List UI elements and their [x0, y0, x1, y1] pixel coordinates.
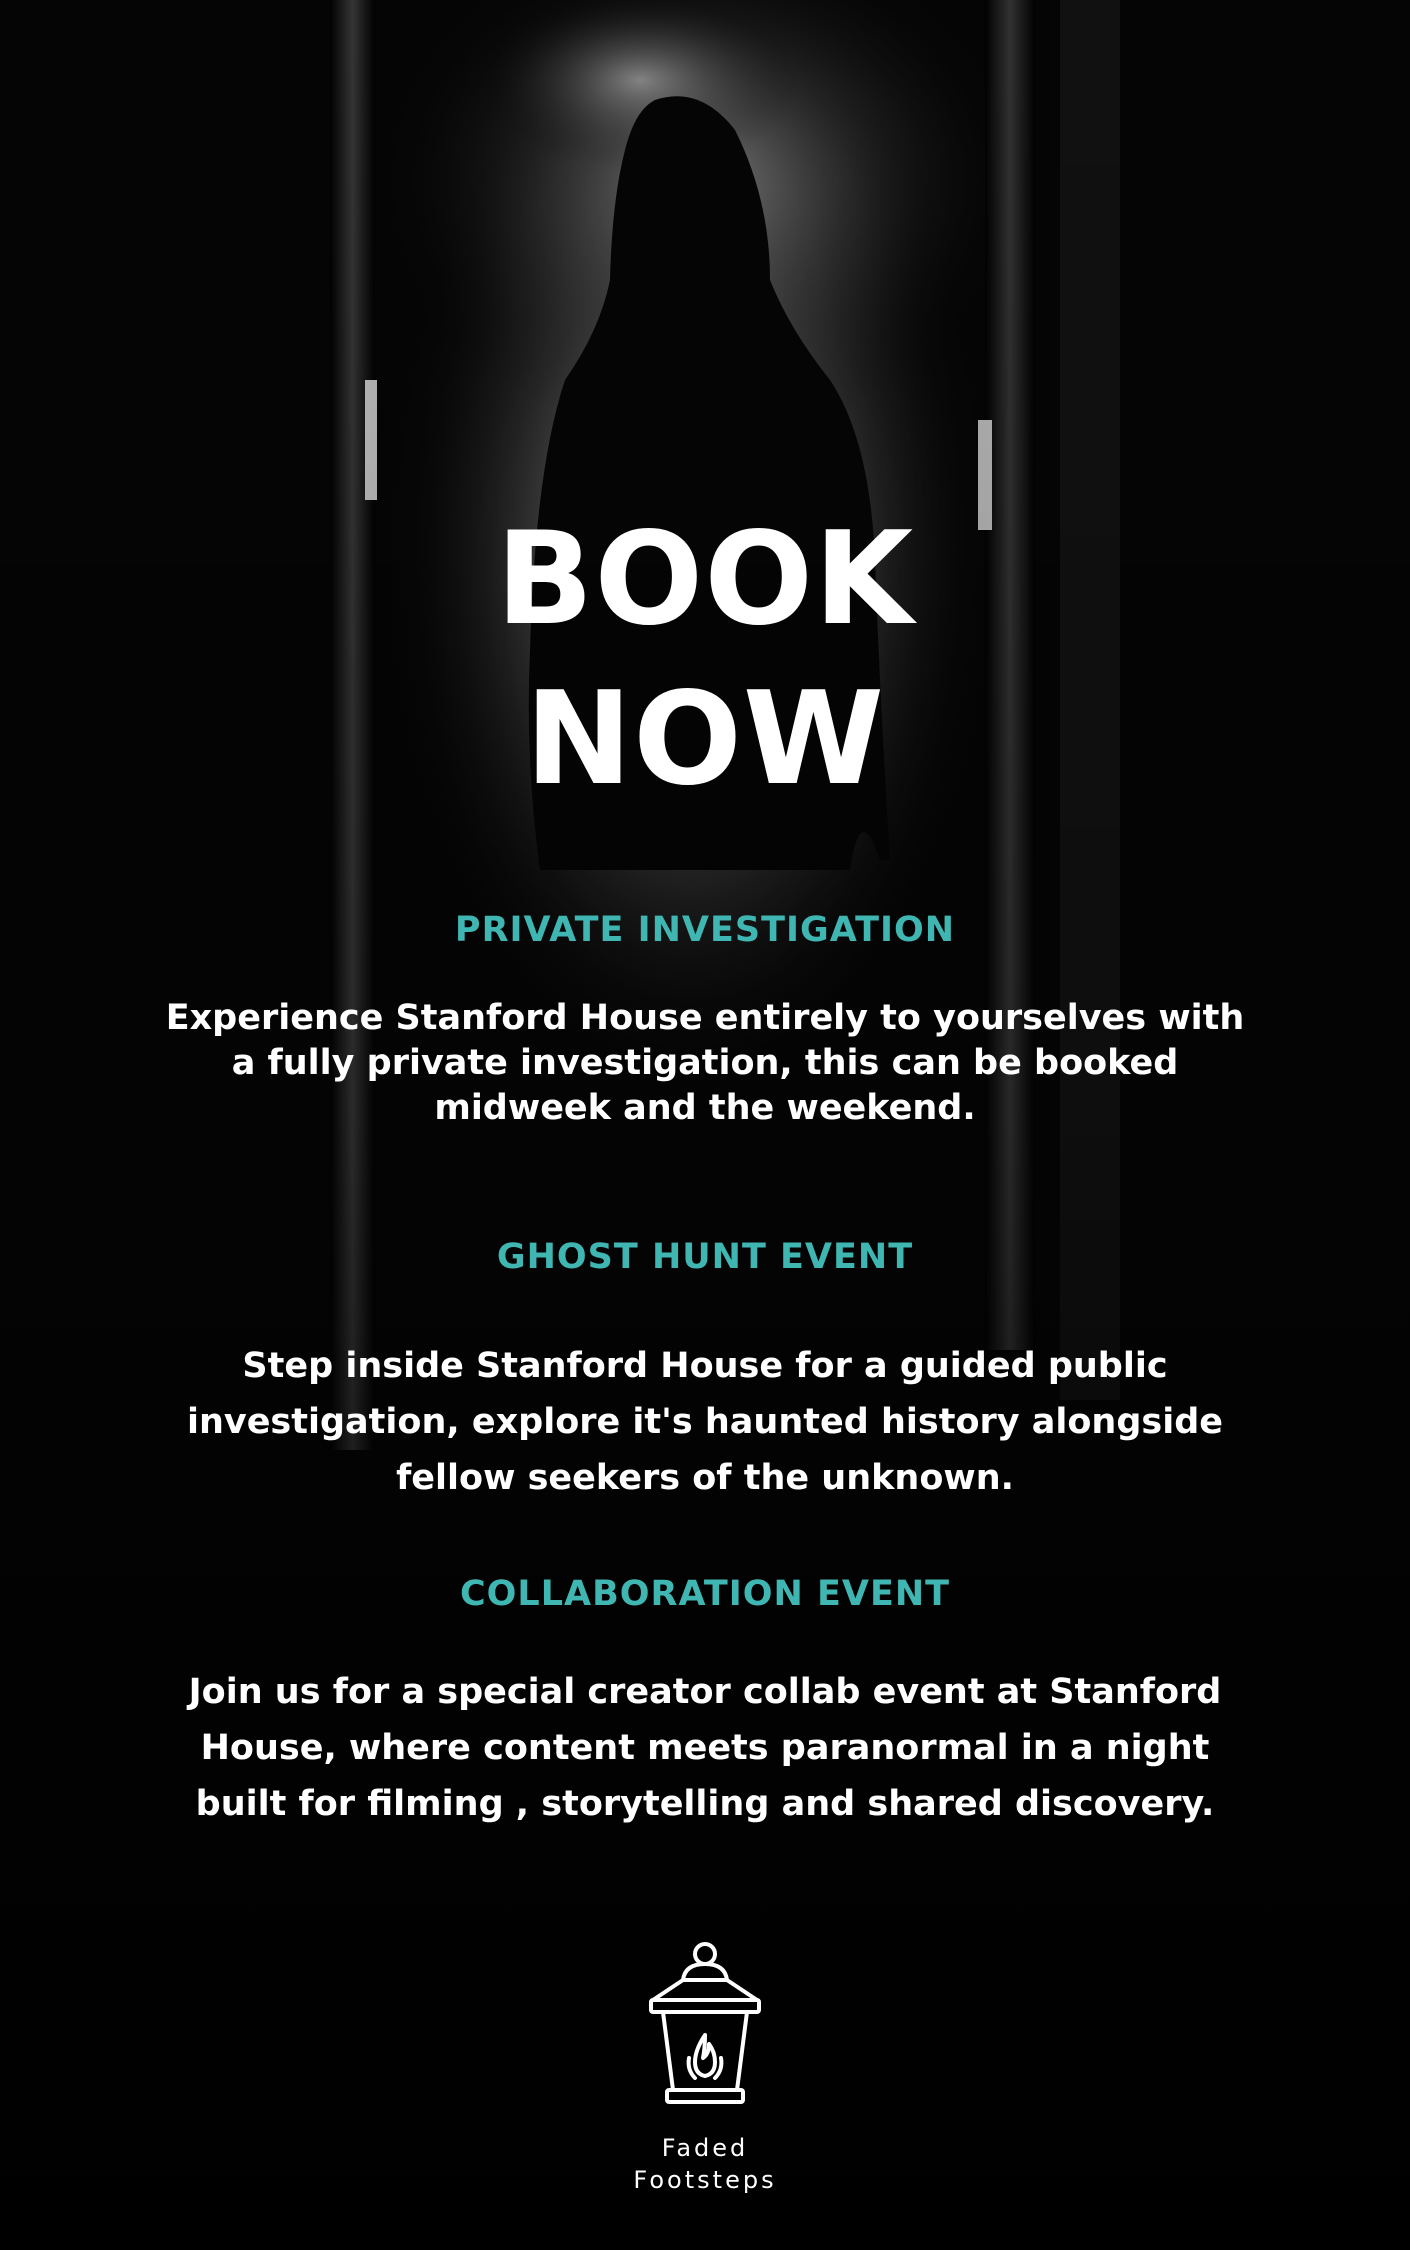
private-investigation-title: PRIVATE INVESTIGATION — [454, 910, 956, 950]
collaboration-event-description: Join us for a special creator collab event at Stanford House, where content meets paranormal in a night built for filming , storytelling and shared discovery. — [188, 1672, 1222, 1824]
logo-name-line1: Faded — [661, 2134, 749, 2162]
logo-name-line2: Footsteps — [633, 2166, 777, 2194]
collaboration-event-title: COLLABORATION EVENT — [459, 1574, 951, 1614]
headline-book: BOOK — [495, 505, 915, 654]
private-investigation-description: Experience Stanford House entirely to yourselves with a fully private investigation, this can be booked midweek and the weekend. — [165, 998, 1245, 1128]
lantern-flame-icon — [643, 1940, 767, 2112]
ghost-hunt-event-title: GHOST HUNT EVENT — [496, 1237, 914, 1277]
ghost-hunt-event-description: Step inside Stanford House for a guided public investigation, explore it's haunted history alongside fellow seekers of the unknown. — [186, 1346, 1224, 1498]
headline-now: NOW — [524, 665, 886, 814]
